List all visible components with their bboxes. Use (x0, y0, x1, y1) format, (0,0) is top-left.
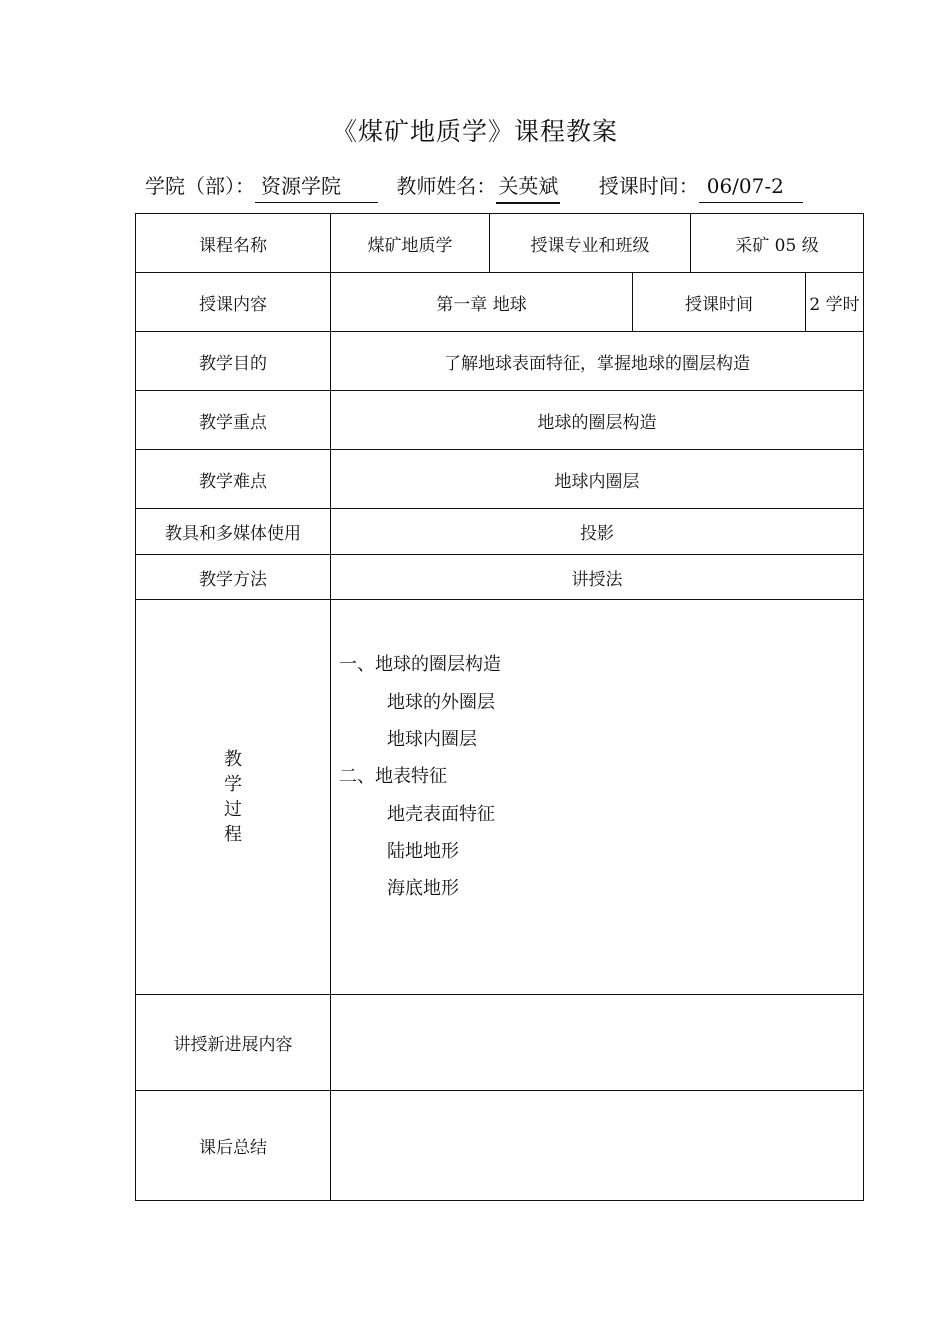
table-row (136, 273, 864, 332)
difficulty-value: 地球内圈层 (331, 450, 864, 509)
teacher-label: 教师姓名： (396, 174, 497, 198)
course-name-label: 课程名称 (136, 214, 331, 273)
list-item: 二、地表特征 (339, 766, 447, 788)
time-value: 06/07-2 (699, 170, 803, 203)
table-row (136, 214, 864, 273)
key-point-value: 地球的圈层构造 (331, 391, 864, 450)
major-class-value: 采矿 05 级 (691, 214, 864, 273)
method-value: 讲授法 (331, 555, 864, 600)
media-label: 教具和多媒体使用 (136, 509, 331, 555)
process-label (136, 600, 331, 995)
page-title: 《煤矿地质学》课程教案 (331, 117, 618, 146)
header-info (145, 170, 803, 204)
table-row (136, 1091, 864, 1201)
list-item: 地壳表面特征 (387, 803, 495, 825)
school-label: 学院（部）： (145, 174, 255, 198)
difficulty-label: 教学难点 (136, 450, 331, 509)
method-label: 教学方法 (136, 555, 331, 600)
process-list (331, 646, 863, 907)
table-row (136, 995, 864, 1091)
table-row (136, 509, 864, 555)
list-item: 海底地形 (387, 878, 459, 900)
lesson-plan-table (135, 213, 864, 1201)
objective-label: 教学目的 (136, 332, 331, 391)
school-value: 资源学院 (255, 170, 378, 203)
table-row (136, 600, 864, 995)
summary-value (331, 1091, 864, 1201)
process-content (331, 600, 864, 995)
new-progress-label: 讲授新进展内容 (136, 995, 331, 1091)
process-label-char: 过 (224, 799, 242, 820)
summary-label: 课后总结 (136, 1091, 331, 1201)
major-class-label: 授课专业和班级 (490, 214, 691, 273)
media-value: 投影 (331, 509, 864, 555)
table-row (136, 391, 864, 450)
process-label-vertical (224, 747, 242, 847)
table-row (136, 450, 864, 509)
table-row (136, 555, 864, 600)
time-label: 授课时间： (598, 174, 699, 198)
content-label: 授课内容 (136, 273, 331, 332)
process-label-char: 程 (224, 824, 242, 845)
list-item: 一、地球的圈层构造 (339, 654, 501, 676)
list-item: 地球内圈层 (387, 729, 477, 751)
list-item: 地球的外圈层 (387, 691, 495, 713)
key-point-label: 教学重点 (136, 391, 331, 450)
process-label-char: 教 (224, 749, 242, 770)
teacher-value: 关英斌 (496, 170, 560, 204)
process-label-char: 学 (224, 774, 242, 795)
duration-label: 授课时间 (633, 273, 806, 332)
new-progress-value (331, 995, 864, 1091)
content-value: 第一章 地球 (331, 273, 633, 332)
objective-value: 了解地球表面特征，掌握地球的圈层构造 (331, 332, 864, 391)
duration-value: 2 学时 (806, 273, 864, 332)
table-row (136, 332, 864, 391)
list-item: 陆地地形 (387, 840, 459, 862)
course-name-value: 煤矿地质学 (331, 214, 490, 273)
